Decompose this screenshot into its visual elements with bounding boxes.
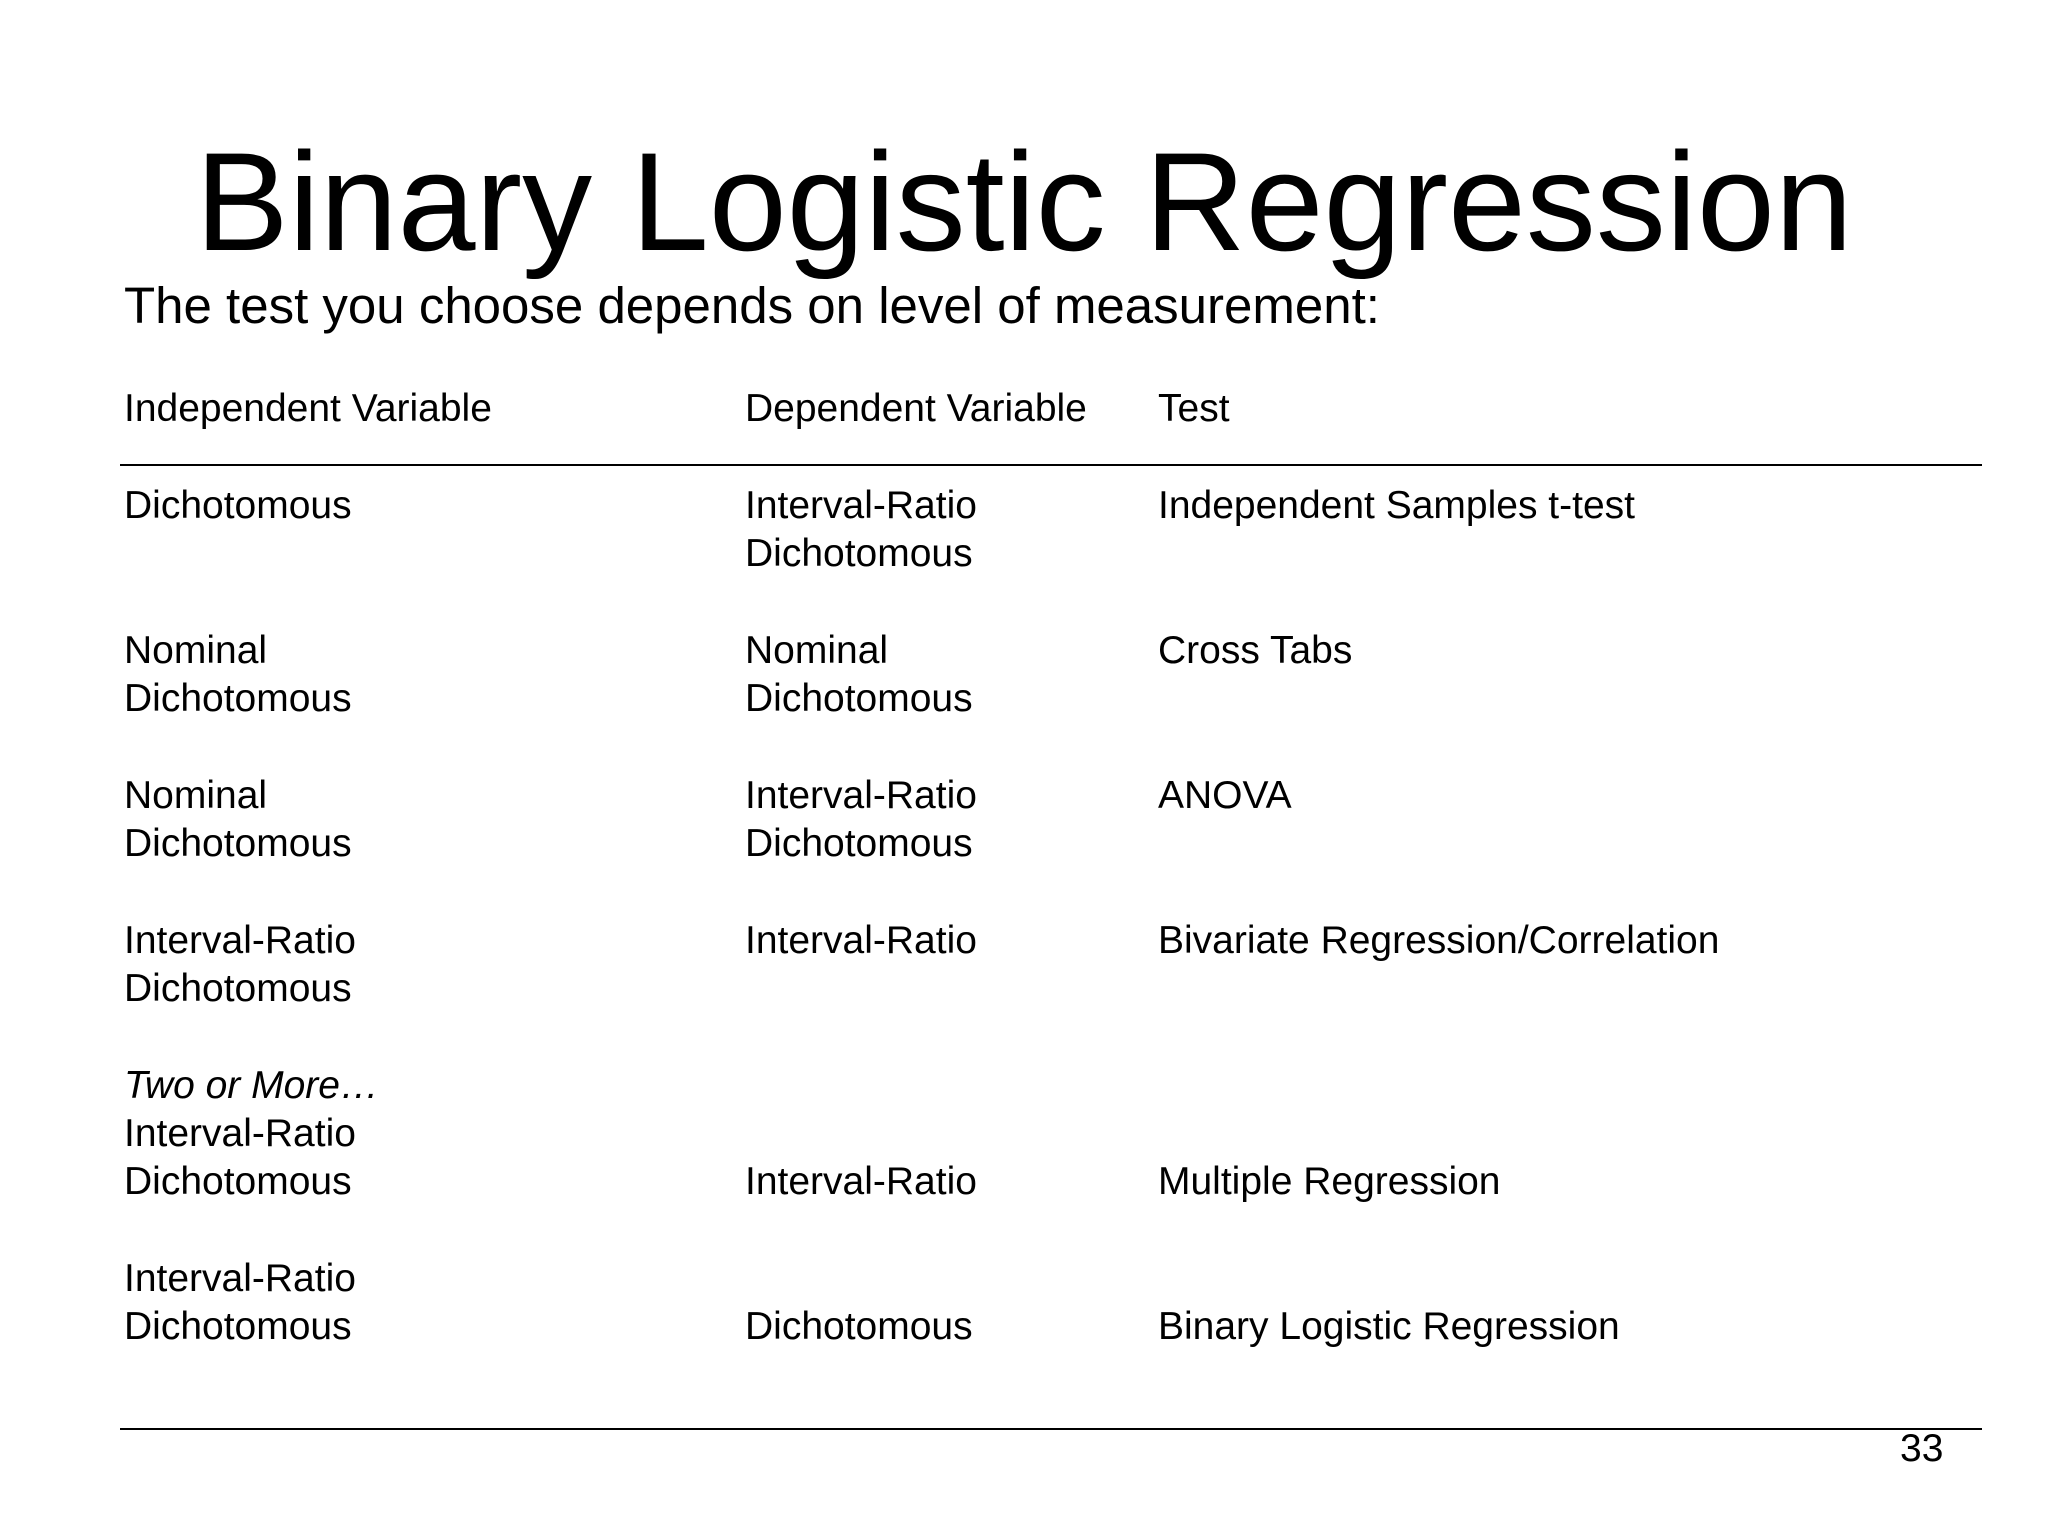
row-6-dependent: Dichotomous [745, 1305, 973, 1348]
row-3-dependent: Interval-Ratio Dichotomous [745, 774, 977, 865]
page-number: 33 [1900, 1427, 1944, 1470]
row-4-independent: Interval-Ratio Dichotomous [124, 919, 356, 1010]
slide-title: Binary Logistic Regression [195, 123, 1853, 280]
row-4-dependent: Interval-Ratio [745, 919, 977, 962]
row-1-test: Independent Samples t-test [1158, 484, 1635, 527]
header-independent-variable: Independent Variable [124, 387, 492, 430]
row-3-independent: Nominal Dichotomous [124, 774, 352, 865]
section-label-two-or-more: Two or More… [124, 1064, 379, 1107]
row-6-test: Binary Logistic Regression [1158, 1305, 1620, 1348]
row-5-test: Multiple Regression [1158, 1160, 1501, 1203]
row-2-independent: Nominal Dichotomous [124, 629, 352, 720]
row-1-dependent: Interval-Ratio Dichotomous [745, 484, 977, 575]
header-test: Test [1158, 387, 1230, 430]
row-2-dependent: Nominal Dichotomous [745, 629, 973, 720]
row-4-test: Bivariate Regression/Correlation [1158, 919, 1720, 962]
header-dependent-variable: Dependent Variable [745, 387, 1087, 430]
slide-subtitle: The test you choose depends on level of measurement: [124, 277, 1380, 334]
row-5-dependent: Interval-Ratio [745, 1160, 977, 1203]
row-5-independent: Interval-Ratio Dichotomous [124, 1112, 356, 1203]
row-6-independent: Interval-Ratio Dichotomous [124, 1257, 356, 1348]
row-1-independent: Dichotomous [124, 484, 352, 527]
footer-divider [120, 1428, 1982, 1430]
row-3-test: ANOVA [1158, 774, 1292, 817]
row-2-test: Cross Tabs [1158, 629, 1353, 672]
header-divider [120, 464, 1982, 466]
